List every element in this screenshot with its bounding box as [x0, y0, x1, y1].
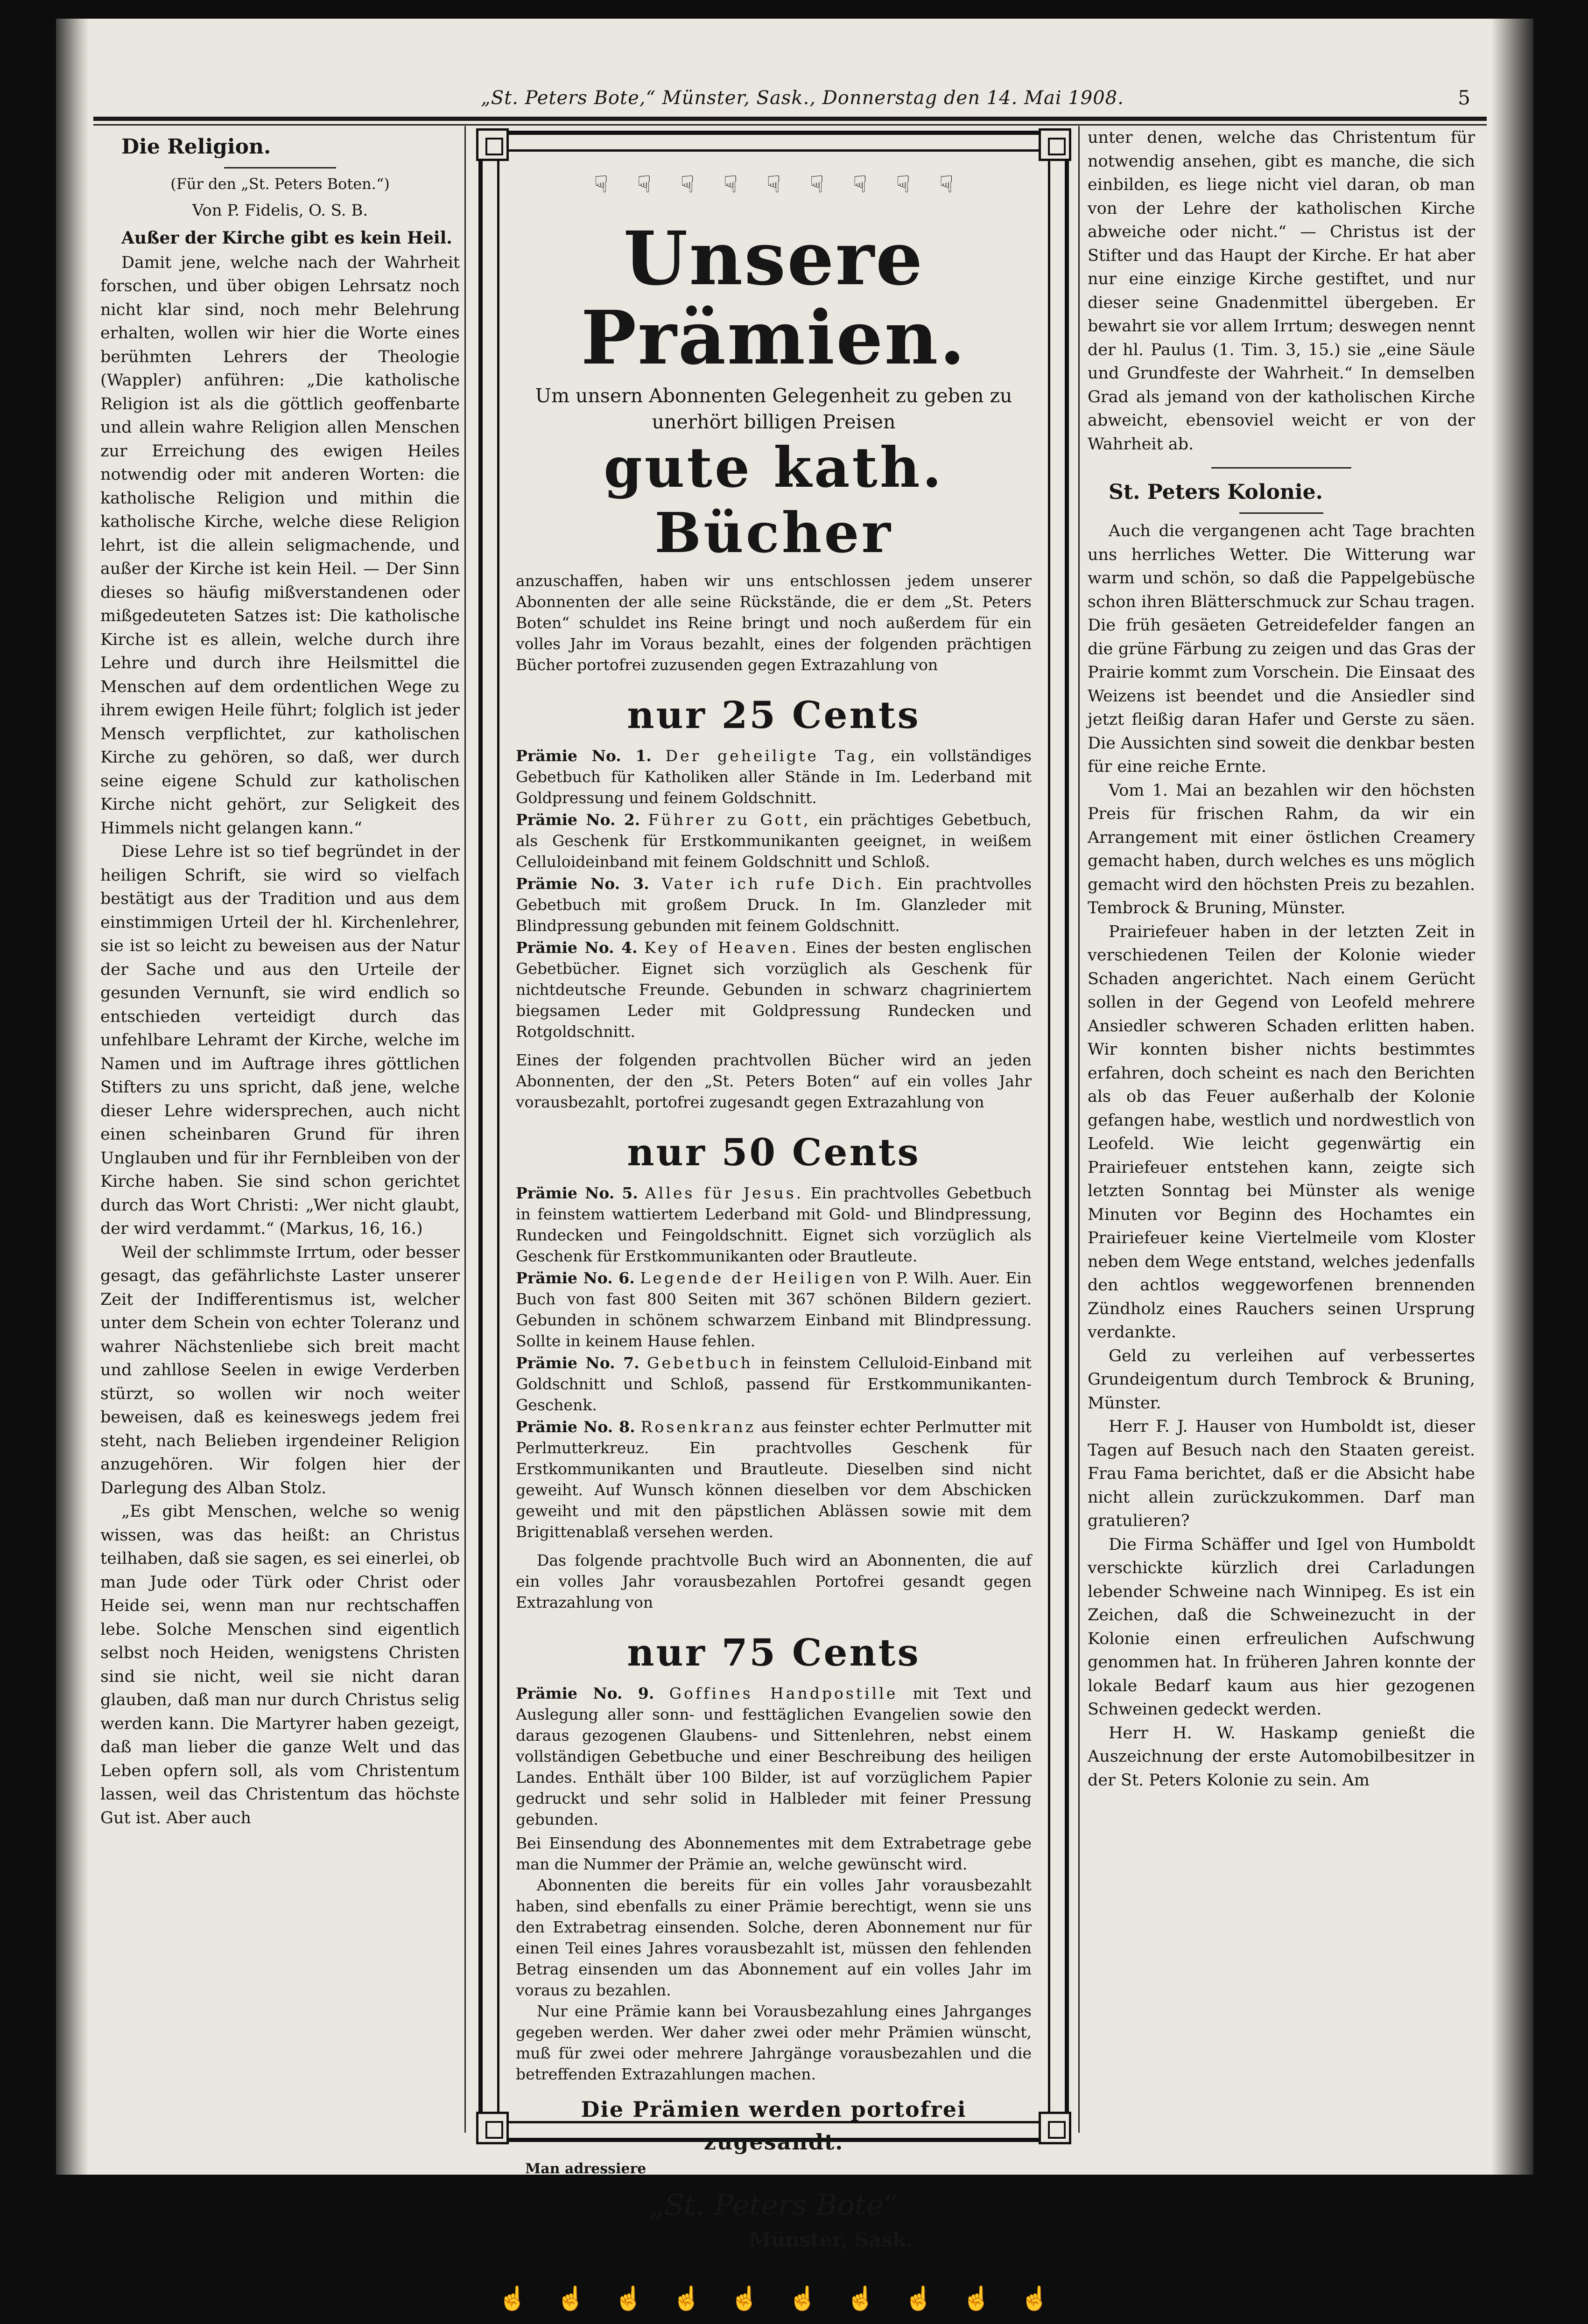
- ad-corner-ornament: [1039, 2112, 1071, 2144]
- premium-description: mit Text und Auslegung aller sonn- und festtäglichen Evangelien sowie den daraus gezogenen Glaubens- und Sittenlehren, nebst einem vollständigen Gebetbuche und einer Beschreibung des heiligen Landes. Enthält über 100 Bilder, ist auf vorzüglichem Papier gedruckt und sehr solid in Halbleder mit feiner Pressung gebunden.: [516, 1684, 1032, 1828]
- premium-description: von P. Wilh. Auer. Ein Buch von fast 800 Seiten mit 367 schönen Bildern geziert. Gebunden in schönem schwarzem Einband mit Blindpressung. Sollte in keinem Hause fehlen.: [516, 1269, 1032, 1350]
- ad-books-headline: gute kath. Bücher: [604, 435, 944, 565]
- left-column: [100, 126, 460, 1830]
- premium-title: Der geheiligte Tag,: [665, 747, 878, 765]
- running-head: [93, 79, 1484, 117]
- article-paragraph: Damit jene, welche nach der Wahrheit forschen, und über obigen Lehrsatz noch nicht klar sind, noch mehr Belehrung erhalten, wollen wir hier die Worte eines berühmten Lehrers der Theologie (Wappler) anführen: „Die katholische Religion ist als die göttlich geoffenbarte und allein wahre Religion allen Menschen zur Erreichung des ewigen Heiles notwendig oder mit anderen Worten: die katholische Religion und mithin die katholische Kirche, welche diese Religion lehrt, ist die allein seligmachende, und außer der Kirche ist kein Heil. — Der Sinn dieses so häufig mißverstandenen oder mißgedeuteten Satzes ist: Die katholische Kirche ist es allein, welche durch ihre Lehre und durch ihre Heilsmittel die Menschen auf dem ordentlichen Wege zu ihrem ewigen Heile führt; folglich ist jeder Mensch verpflichtet, zur katholischen Kirche zu gehören, so daß, wer durch seine eigene Schuld zur katholischen Kirche nicht gehört, zur Seligkeit des Himmels nicht gelangen kann.“: [100, 253, 460, 838]
- ad-address-intro: Man adressiere: [525, 2161, 646, 2177]
- price-50-heading: nur 50 Cents: [627, 1130, 920, 1174]
- article-paragraph: „Es gibt Menschen, welche so wenig wissen, was das heißt: an Christus teilhaben, daß sie sagen, es sei einerlei, ob man Jude oder Türk oder Christ oder Heide sei, wenn man nur rechtschaffen lebe. Solche Menschen sind eigentlich selbst noch Heiden, wenigstens Christen sind sie nicht, weil sie nicht daran glauben, daß man nur durch Christus selig werden kann. Die Martyrer haben gezeigt, daß man lieber die ganze Welt und das Leben opfern soll, als vom Christentum lassen, weil das Christentum das höchste Gut ist. Aber auch: [100, 1502, 460, 1827]
- premium-advertisement: [498, 159, 1049, 2312]
- pointing-hand-icon: ☟: [896, 170, 911, 198]
- premium-number: Prämie No. 5.: [516, 1184, 638, 1202]
- ad-rule: Nur eine Prämie kann bei Vorausbezahlung eines Jahrganges gegeben werden. Wer daher zwei oder mehr Prämien wünscht, muß für zwei oder mehrere Jahrgänge vorausbezahlen und die betreffenden Extrazahlungen machen.: [516, 2002, 1032, 2083]
- price-75-heading: nur 75 Cents: [627, 1631, 920, 1674]
- pointing-hand-icon: ☟: [637, 170, 652, 198]
- pointing-hand-icon: ☟: [853, 170, 867, 198]
- premium-title: Goffines Handpostille: [669, 1684, 898, 1702]
- pointing-hand-icon: ☝: [846, 2284, 876, 2312]
- premium-title: Vater ich rufe Dich.: [661, 875, 885, 893]
- premium-description: aus feinster echter Perlmutter mit Perlmutterkreuz. Ein prachtvolles Geschenk für Erstkommunikanten und Brautleute. Dieselben sind nicht geweiht. Auf Wunsch können dieselben vor dem Abschicken geweiht und mit den päpstlichen Ablässen sowie mit dem Brigittenablaß versehen werden.: [516, 1418, 1032, 1541]
- ad-corner-ornament: [1039, 128, 1071, 161]
- pointing-hand-icon: ☝: [1020, 2284, 1049, 2312]
- premium-number: Prämie No. 4.: [516, 938, 638, 957]
- premium-description: Ein prachtvolles Gebetbuch mit großem Druck. In Im. Glanzleder mit Blindpressung gebunden mit feinem Goldschnitt.: [516, 875, 1032, 935]
- ad-offer-text: anzuschaffen, haben wir uns entschlossen jedem unserer Abonnenten der alle seine Rückstände, die er dem „St. Peters Boten“ schuldet ins Reine bringt und noch außerdem für ein volles Jahr im Voraus bezahlt, eines der folgenden prächtigen Bücher portofrei zuzusenden gegen Extrazahlung von: [516, 572, 1032, 674]
- premium-description: ein vollständiges Gebetbuch für Katholiken aller Stände in Im. Lederband mit Goldpressung und feinem Goldschnitt.: [516, 747, 1032, 807]
- premium-number: Prämie No. 8.: [516, 1418, 635, 1436]
- news-paragraph: Geld zu verleihen auf verbessertes Grundeigentum durch Tembrock & Bruning, Münster.: [1088, 1346, 1475, 1413]
- pointing-hand-row-bottom: [498, 2273, 1049, 2324]
- pointing-hand-icon: ☝: [730, 2284, 759, 2312]
- pointing-hand-icon: ☝: [614, 2284, 643, 2312]
- heading-rule: [1239, 512, 1323, 514]
- premium-item: [516, 1416, 1032, 1542]
- running-title: „St. Peters Bote,“ Münster, Sask., Donnerstag den 14. Mai 1908.: [481, 87, 1124, 109]
- pointing-hand-icon: ☝: [788, 2284, 817, 2312]
- header-rule-thick: [93, 117, 1487, 121]
- column-rule-right: [1078, 126, 1080, 2133]
- premium-number: Prämie No. 9.: [516, 1684, 654, 1702]
- pointing-hand-icon: ☝: [556, 2284, 585, 2312]
- premium-description: Eines der besten englischen Gebetbücher. Eignet sich vorzüglich als Geschenk für nichtdeutsche Freunde. Gebunden in schwarz chagriniertem biegsamen Leder mit Goldpressung Rundecken und Rotgoldschnitt.: [516, 938, 1032, 1041]
- page-left-edge-shadow: [56, 19, 89, 2175]
- ad-rules: [516, 1833, 1032, 2085]
- price-25-heading: nur 25 Cents: [627, 693, 920, 737]
- premium-title: Legende der Heiligen: [640, 1269, 857, 1287]
- premium-item: [516, 1267, 1032, 1351]
- column-rule-left: [464, 126, 466, 2133]
- news-paragraph: Herr H. W. Haskamp genießt die Auszeichnung der erste Automobilbesitzer in der St. Peters Kolonie zu sein. Am: [1088, 1723, 1475, 1790]
- ad-note-50: Eines der folgenden prachtvollen Bücher wird an jeden Abonnenten, der den „St. Peters Boten“ auf ein volles Jahr vorausbezahlt, portofrei zugesandt gegen Extrazahlung von: [516, 1051, 1032, 1111]
- pointing-hand-icon: ☟: [939, 170, 954, 198]
- premium-number: Prämie No. 1.: [516, 747, 652, 765]
- ad-corner-ornament: [476, 128, 509, 161]
- news-paragraph: Prairiefeuer haben in der letzten Zeit in verschiedenen Teilen der Kolonie wieder Schaden angerichtet. Nach einem Gerücht sollen in der Gegend von Leofeld mehrere Ansiedler schweren Schaden erlitten haben. Wir konnten bisher nichts bestimmtes erfahren, doch scheint es nach den Berichten als ob das Feuer außerhalb der Kolonie gefangen habe, westlich und nordwestlich von Leofeld. Wie leicht gegenwärtig ein Prairiefeuer entstehen kann, zeigte sich letzten Sonntag bei Münster als wenige Minuten vor Beginn des Hochamtes ein Prairiefeuer keine Viertelmeile vom Kloster neben dem Wege entstand, welches jedenfalls den achtlos weggeworfenen brennenden Zündholz eines Rauchers seinen Ursprung verdankte.: [1088, 922, 1475, 1342]
- news-paragraph: Vom 1. Mai an bezahlen wir den höchsten Preis für frischen Rahm, da wir ein Arrangement mit einer östlichen Creamery gemacht haben, durch welches es uns möglich gemacht wird den höchsten Preis zu bezahlen. Tembrock & Bruning, Münster.: [1088, 781, 1475, 917]
- premium-title: Key of Heaven.: [644, 938, 799, 957]
- premium-item: [516, 1683, 1032, 1830]
- ad-intro: Um unsern Abonnenten Gelegenheit zu geben zu unerhört billigen Preisen: [535, 385, 1012, 433]
- pointing-hand-icon: ☟: [594, 170, 608, 198]
- pointing-hand-icon: ☟: [723, 170, 738, 198]
- ad-corner-ornament: [476, 2112, 509, 2144]
- article-title: Die Religion.: [121, 135, 271, 159]
- page-right-edge-shadow: [1491, 19, 1533, 2175]
- premium-number: Prämie No. 3.: [516, 875, 649, 893]
- pointing-hand-icon: ☝: [904, 2284, 934, 2312]
- premium-title: Führer zu Gott,: [648, 811, 811, 829]
- pointing-hand-icon: ☟: [809, 170, 824, 198]
- premium-title: Gebetbuch: [647, 1354, 753, 1372]
- news-paragraph: Die Firma Schäffer und Igel von Humboldt verschickte kürzlich drei Carladungen lebender Schweine nach Winnipeg. Es ist ein Zeichen, daß die Schweinezucht in der Kolonie einen erfreulichen Aufschwung genommen hat. In früheren Jahren konnte der lokale Bedarf kaum aus hier gezogenen Schweinen gedeckt werden.: [1088, 1535, 1475, 1719]
- right-column: [1088, 126, 1475, 1792]
- news-paragraph: Herr F. J. Hauser von Humboldt ist, dieser Tagen auf Besuch nach den Staaten gereist. Frau Fama berichtet, daß er die Absicht habe nicht allein zurückzukommen. Darf man gratulieren?: [1088, 1417, 1475, 1530]
- pointing-hand-icon: ☝: [672, 2284, 702, 2312]
- premium-item: [516, 1352, 1032, 1415]
- premium-description: Ein prachtvolles Gebetbuch in feinstem wattiertem Lederband mit Gold- und Blindpressung, Rundecken und Feingoldschnitt. Eignet sich vorzüglich als Geschenk für Erstkommunikanten oder Brautleute.: [516, 1184, 1032, 1265]
- title-rule: [224, 167, 336, 168]
- premium-number: Prämie No. 7.: [516, 1354, 639, 1372]
- ad-address-name: „St. Peters Bote“: [649, 2188, 899, 2222]
- article-subtitle: (Für den „St. Peters Boten.“): [170, 175, 390, 193]
- ad-footer-line: Die Prämien werden portofrei zugesandt.: [581, 2097, 967, 2155]
- ad-title: Unsere Prämien.: [581, 216, 967, 381]
- pointing-hand-icon: ☟: [766, 170, 781, 198]
- premium-item: [516, 937, 1032, 1042]
- article-paragraph: Diese Lehre ist so tief begründet in der heiligen Schrift, sie wird so vielfach bestätigt aus der Tradition und aus dem einstimmigen Urteil der hl. Kirchenlehrer, sie ist so leicht zu beweisen aus der Natur der Sache und aus den Urteile der gesunden Vernunft, sie wird endlich so entschieden verteidigt durch das unfehlbare Lehramt der Kirche, welche im Namen und im Auftrage ihres göttlichen Stifters zu uns spricht, daß jene, welche dieser Lehre widersprechen, auch nicht einen scheinbaren Grund für ihren Unglauben und für ihr Fernbleiben von der Kirche haben. Sie sind schon gerichtet durch das Wort Christi: „Wer nicht glaubt, der wird verdammt.“ (Markus, 16, 16.): [100, 842, 460, 1238]
- premium-item: [516, 1183, 1032, 1267]
- ad-rule: Bei Einsendung des Abonnementes mit dem Extrabetrage gebe man die Nummer der Prämie an, welche gewünscht wird.: [516, 1834, 1032, 1873]
- pointing-hand-row-top: [516, 159, 1032, 210]
- news-paragraph: Auch die vergangenen acht Tage brachten uns herrliches Wetter. Die Witterung war warm und schön, so daß die Pappelgebüsche schon ihren Blätterschmuck zur Schau tragen. Die früh gesäeten Getreidefelder fangen an die grüne Färbung zu zeigen und das Gras der Prairie kommt zum Vorschein. Die Einsaat des Weizens ist beendet und die Ansiedler sind jetzt fleißig daran Hafer und Gerste zu säen. Die Aussichten sind soweit die denkbar besten für eine reiche Ernte.: [1088, 522, 1475, 776]
- ad-rule: Abonnenten die bereits für ein volles Jahr vorausbezahlt haben, sind ebenfalls zu einer Prämie berechtigt, wenn sie uns den Extrabetrag einsenden. Solche, deren Abonnement nur für einen Teil eines Jahres vorausbezahlt ist, müssen den fehlenden Betrag einsenden um das Abonnement auf ein volles Jahr im voraus zu bezahlen.: [516, 1876, 1032, 1999]
- ad-address-city: Münster, Sask.: [749, 2228, 913, 2251]
- header-rule-thin: [93, 124, 1487, 126]
- premium-item: [516, 809, 1032, 872]
- premium-item: [516, 873, 1032, 936]
- premium-description: ein prächtiges Gebetbuch, als Geschenk für Erstkommunikanten geeignet, in weißem Celluloideinband mit feinem Goldschnitt und Schloß.: [516, 811, 1032, 871]
- page-number: 5: [1458, 86, 1470, 109]
- premium-item: [516, 745, 1032, 808]
- premium-title: Alles für Jesus.: [645, 1184, 804, 1202]
- pointing-hand-icon: ☝: [498, 2284, 527, 2312]
- premium-description: in feinstem Celluloid-Einband mit Goldschnitt und Schloß, passend für Erstkommunikanten-Geschenk.: [516, 1354, 1032, 1414]
- premium-number: Prämie No. 2.: [516, 811, 640, 829]
- premium-title: Rosenkranz: [640, 1418, 756, 1436]
- ad-note-75: Das folgende prachtvolle Buch wird an Abonnenten, die auf ein volles Jahr vorausbezahlen Portofrei gesandt gegen Extrazahlung von: [516, 1551, 1032, 1611]
- pointing-hand-icon: ☟: [680, 170, 695, 198]
- article-continuation: unter denen, welche das Christentum für notwendig ansehen, gibt es manche, die sich einbilden, es liege nicht viel daran, ob man von der Lehre der katholischen Kirche abweiche oder nicht.“ — Christus ist der Stifter und das Haupt der Kirche. Er hat aber nur eine einzige Kirche gestiftet, und nur dieser seine Gnadenmittel übergeben. Er bewahrt sie vor allem Irrtum; deswegen nennt der hl. Paulus (1. Tim. 3, 15.) sie „eine Säule und Grundfeste der Wahrheit.“ In demselben Grad als jemand von der katholischen Kirche abweicht, ebensoviel weicht er von der Wahrheit ab.: [1088, 128, 1475, 454]
- article-paragraph: Weil der schlimmste Irrtum, oder besser gesagt, das gefährlichste Laster unserer Zeit der Indifferentismus ist, welcher unter dem Schein von echter Toleranz und wahrer Nächstenliebe sich breit macht und zahllose Seelen in ewige Verderben stürzt, so wollen wir noch weiter beweisen, daß es keineswegs jedem frei steht, nach Belieben irgendeiner Religion anzugehören. Wir folgen hier der Darlegung des Alban Stolz.: [100, 1243, 460, 1498]
- newspaper-page: [56, 19, 1533, 2312]
- article-author: Von P. Fidelis, O. S. B.: [192, 201, 368, 220]
- premium-number: Prämie No. 6.: [516, 1269, 635, 1287]
- colony-heading: St. Peters Kolonie.: [1109, 480, 1323, 504]
- article-heading: Außer der Kirche gibt es kein Heil.: [121, 228, 452, 248]
- section-rule: [1211, 467, 1351, 469]
- pointing-hand-icon: ☝: [962, 2284, 991, 2312]
